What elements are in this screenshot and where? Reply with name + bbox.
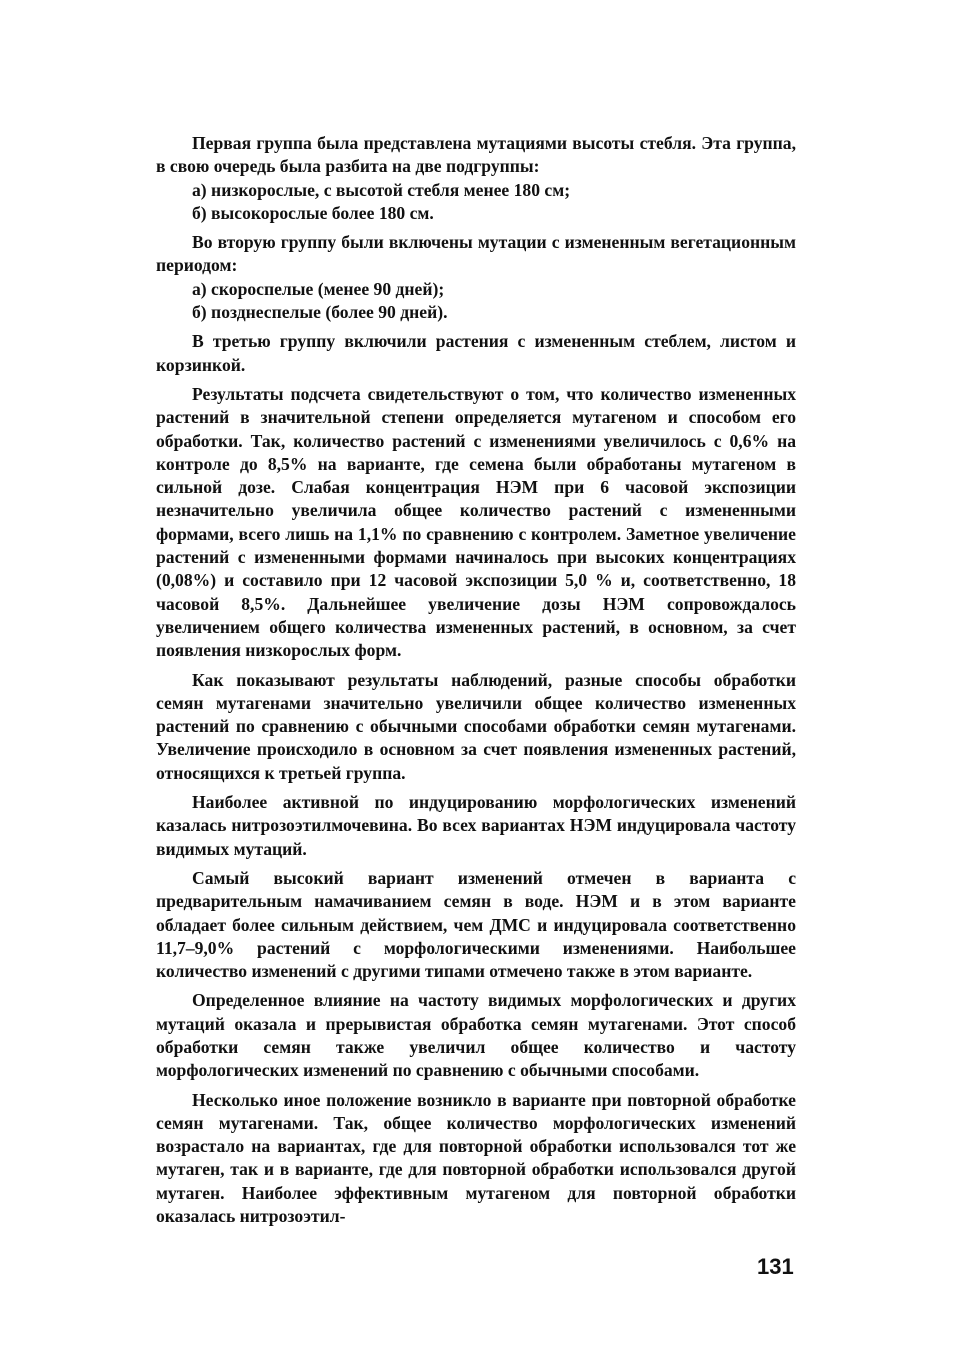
paragraph-most-active: Наиболее активной по индуцированию морфологических изменений казалась нитрозоэтилмочевина. Во всех вариантах НЭМ индуцировала частоту видимых мутаций. <box>156 792 796 859</box>
body-text <box>156 132 796 1228</box>
paragraph-second-group: Во вторую группу были включены мутации с измененным вегетационным периодом: <box>156 232 796 276</box>
paragraph-first-group: Первая группа была представлена мутациями высоты стебля. Эта группа, в свою очередь была разбита на две подгруппы: <box>156 133 796 177</box>
paragraph-repeated-treatment: Несколько иное положение возникло в варианте при повторной обработке семян мутагенами. Так, общее количество морфологических изменений возрастало на вариантах, где для повторной обработки использовался тот же мутаген, так и в варианте, где для повторной обработки использовался другой мутаген. Наиболее эффективным мутагеном для повторной обработки оказалась нитрозоэтил- <box>156 1089 796 1227</box>
paragraph-observations: Как показывают результаты наблюдений, разные способы обработки семян мутагенами значительно увеличили общее количество измененных растений по сравнению с обычными способами обработки семян мутагенами. Увеличение происходило в основном за счет появления измененных растений, относящихся к третьей группа. <box>156 669 796 783</box>
list-item-short-plants: а) низкорослые, с высотой стебля менее 180 см; <box>192 179 571 200</box>
paragraph-highest-variant: Самый высокий вариант изменений отмечен в варианта с предварительным намачиванием семян в воде. НЭМ и в этом варианте обладает более сильным действием, чем ДМС и индуцировала соответственно 11,7–9,0% растений с морфологическими изменениями. Наибольшее количество изменений с другими типами отмечено также в этом варианте. <box>156 867 796 982</box>
list-item-early-ripening: а) скороспелые (менее 90 дней); <box>192 278 445 299</box>
paragraph-intermittent: Определенное влияние на частоту видимых морфологических и других мутаций оказала и прерывистая обработка семян мутагенами. Этот способ обработки семян также увеличил общее количество и частоту морфологических изменений по сравнению с обычными способами. <box>156 990 796 1081</box>
list-item-tall-plants: б) высокорослые более 180 см. <box>192 202 434 223</box>
list-item-late-ripening: б) позднеспелые (более 90 дней). <box>192 302 448 323</box>
page-number: 131 <box>757 1254 794 1279</box>
paragraph-third-group: В третью группу включили растения с измененным стеблем, листом и корзинкой. <box>156 331 796 375</box>
paragraph-results: Результаты подсчета свидетельствуют о том, что количество измененных растений в значительной степени определяется мутагеном и способом его обработки. Так, количество растений с изменениями увеличилось с 0,6% на контроле до 8,5% на варианте, где семена были обработаны мутагеном в сильной дозе. Слабая концентрация НЭМ при 6 часовой экспозиции незначительно увеличила общее количество растений с измененными формами, всего лишь на 1,1% по сравнению с контролем. Заметное увеличение растений с измененными формами начиналось при высоких концентрациях (0,08%) и составило при 12 часовой экспозиции 5,0 % и, соответственно, 18 часовой 8,5%. Дальнейшее увеличение дозы НЭМ сопровождалось увеличением общего количества измененных растений, в основном, за счет появления низкорослых форм. <box>156 383 796 661</box>
